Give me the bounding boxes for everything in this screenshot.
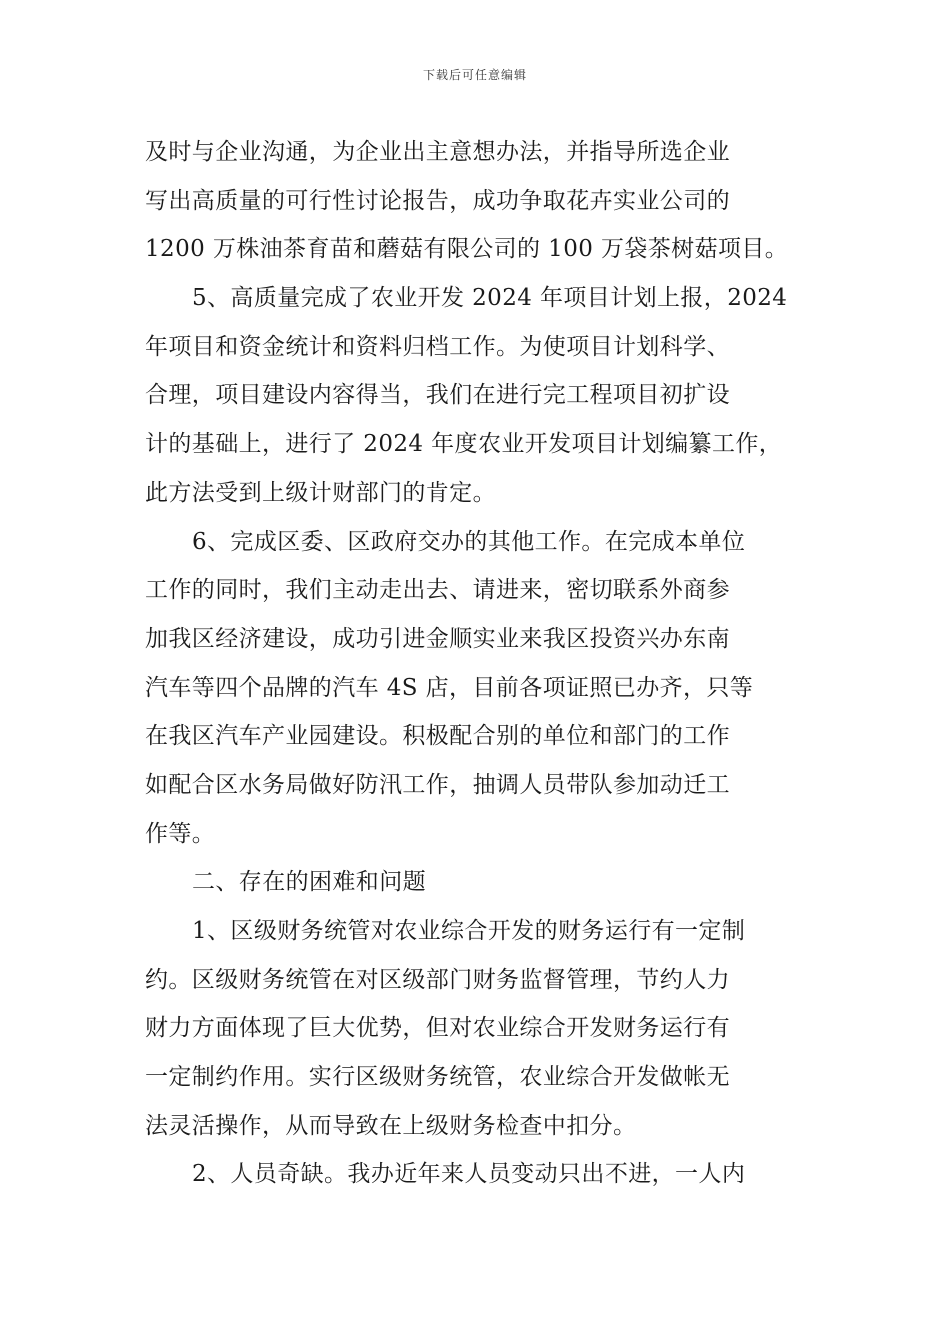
- document-body: [145, 128, 825, 1199]
- paragraph-start-line: 1、区级财务统管对农业综合开发的财务运行有一定制: [192, 918, 746, 944]
- section-heading: 二、存在的困难和问题: [192, 869, 426, 896]
- text-line: 法灵活操作，从而导致在上级财务检查中扣分。: [145, 1112, 637, 1139]
- text-line: 工作的同时，我们主动走出去、请进来，密切联系外商参: [145, 577, 730, 604]
- text-line: 在我区汽车产业园建设。积极配合别的单位和部门的工作: [145, 723, 730, 750]
- page-header: 下载后可任意编辑: [422, 68, 527, 82]
- text-line: 计的基础上，进行了 2024 年度农业开发项目计划编纂工作，: [145, 431, 783, 458]
- text-line: 1200 万株油茶育苗和蘑菇有限公司的 100 万袋茶树菇项目。: [145, 236, 789, 263]
- text-line: 此方法受到上级计财部门的肯定。: [145, 479, 496, 506]
- text-line: 约。区级财务统管在对区级部门财务监督管理，节约人力: [145, 966, 730, 993]
- text-line: 一定制约作用。实行区级财务统管，农业综合开发做帐无: [145, 1064, 730, 1091]
- paragraph-start-line: 2、人员奇缺。我办近年来人员变动只出不进，一人内: [192, 1161, 746, 1188]
- text-line: 加我区经济建设，成功引进金顺实业来我区投资兴办东南: [145, 625, 730, 652]
- text-line: 财力方面体现了巨大优势，但对农业综合开发财务运行有: [145, 1015, 730, 1042]
- paragraph-start-line: 6、完成区委、区政府交办的其他工作。在完成本单位: [192, 528, 746, 555]
- text-line: 汽车等四个品牌的汽车 4S 店，目前各项证照已办齐，只等: [145, 674, 754, 701]
- text-line: 合理，项目建设内容得当，我们在进行完工程项目初扩设: [145, 382, 730, 409]
- text-line: 写出高质量的可行性讨论报告，成功争取花卉实业公司的: [145, 187, 730, 214]
- text-line: 及时与企业沟通，为企业出主意想办法，并指导所选企业: [145, 139, 730, 165]
- text-line: 作等。: [145, 820, 216, 847]
- text-line: 年项目和资金统计和资料归档工作。为使项目计划科学、: [145, 333, 730, 360]
- text-line: 如配合区水务局做好防汛工作，抽调人员带队参加动迁工: [145, 771, 730, 798]
- paragraph-start-line: 5、高质量完成了农业开发 2024 年项目计划上报，2024: [192, 285, 788, 312]
